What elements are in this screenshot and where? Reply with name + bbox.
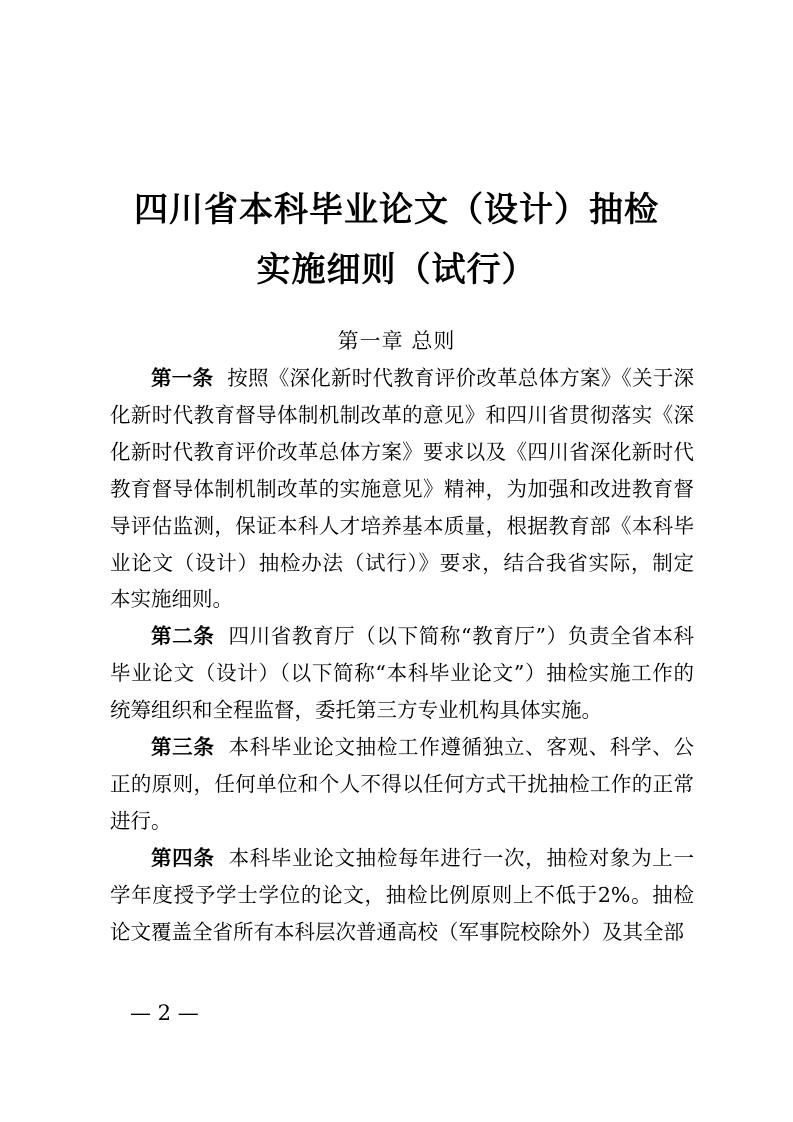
article-4	[110, 840, 694, 951]
article-1-label: 第一条	[151, 366, 214, 390]
article-1-text: 按照《深化新时代教育评价改革总体方案》《关于深化新时代教育督导体制机制改革的意见》和四川省贯彻落实《深化新时代教育评价改革总体方案》要求以及《四川省深化新时代教育督导体制机制改革的实施意见》精神，为加强和改进教育督导评估监测，保证本科人才培养基本质量，根据教育部《本科毕业论文（设计）抽检办法（试行）》要求，结合我省实际，制定本实施细则。	[110, 366, 694, 612]
document-title-line-2: 实施细则（试行）	[256, 250, 537, 290]
article-3-label: 第三条	[151, 735, 215, 760]
article-4-label: 第四条	[151, 845, 215, 870]
article-2	[110, 618, 694, 729]
article-3-text: 本科毕业论文抽检工作遵循独立、客观、科学、公正的原则，任何单位和个人不得以任何方式干扰抽检工作的正常进行。	[110, 735, 694, 833]
article-3	[110, 729, 694, 840]
article-4-text: 本科毕业论文抽检每年进行一次，抽检对象为上一学年度授予学士学位的论文，抽检比例原则上不低于2%。抽检论文覆盖全省所有本科层次普通高校（军事院校除外）及其全部	[110, 845, 694, 944]
article-1	[110, 360, 694, 618]
article-2-label: 第二条	[151, 624, 215, 649]
article-2-text: 四川省教育厅（以下简称“教育厅”）负责全省本科毕业论文（设计）（以下简称“本科毕业论文”）抽检实施工作的统筹组织和全程监督，委托第三方专业机构具体实施。	[110, 624, 695, 723]
document-body	[110, 360, 694, 951]
page-number: — 2 —	[130, 1001, 199, 1025]
chapter-heading: 第一章 总则	[337, 329, 456, 353]
document-title-line-1: 四川省本科毕业论文（设计）抽检	[134, 190, 659, 230]
